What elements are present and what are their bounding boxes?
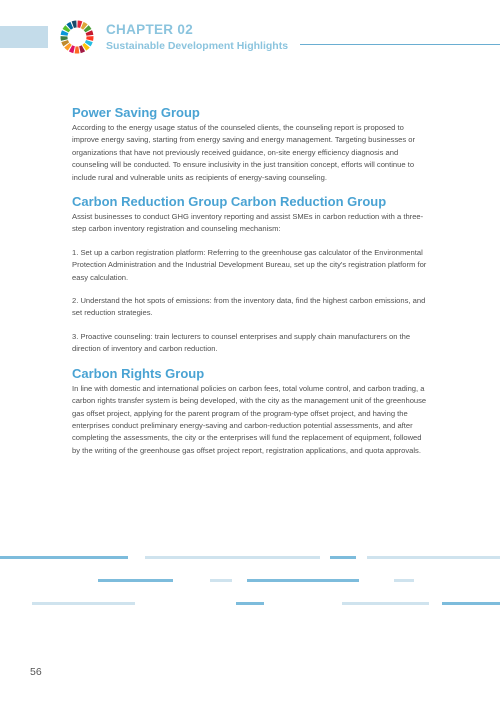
section-title: Carbon Reduction Group Carbon Reduction Group bbox=[72, 194, 387, 210]
stripe bbox=[98, 579, 173, 582]
section-carbon-reduction bbox=[72, 194, 430, 356]
stripe bbox=[342, 602, 429, 605]
list-item: 2. Understand the hot spots of emissions: from the inventory data, find the highest carbon emissions, and set reduction strategies. bbox=[72, 296, 426, 318]
stripe bbox=[442, 602, 500, 605]
logo-segment bbox=[61, 36, 68, 41]
logo-segment bbox=[86, 36, 93, 41]
stripe bbox=[210, 579, 232, 582]
header-accent-bar bbox=[0, 26, 48, 48]
stripe bbox=[247, 579, 359, 582]
chapter-subtitle: Sustainable Development Highlights bbox=[106, 40, 289, 52]
list-item: 3. Proactive counseling: train lecturers to counsel enterprises and supply chain manufacturers on the direction of inventory and carbon reduction. bbox=[72, 331, 411, 354]
chapter-label: CHAPTER 02 bbox=[106, 22, 194, 37]
stripe bbox=[0, 556, 128, 559]
page-number: 56 bbox=[30, 666, 42, 678]
paragraph: Assist businesses to conduct GHG inventory reporting and assist SMEs in carbon reduction with a three-step carbon inventory registration and counseling mechanism: bbox=[72, 212, 424, 234]
section-title: Power Saving Group bbox=[72, 105, 200, 120]
section-power-saving bbox=[72, 105, 430, 184]
main-content bbox=[72, 105, 430, 457]
header-rule bbox=[300, 44, 500, 45]
stripe bbox=[394, 579, 414, 582]
section-title: Carbon Rights Group bbox=[72, 365, 205, 381]
stripe bbox=[367, 556, 500, 559]
stripe bbox=[145, 556, 320, 559]
paragraph: In line with domestic and international policies on carbon fees, total volume control, and carbon trading, a carbon rights transfer system is being developed, with the city as the management unit of the greenhouse gas offset project, applying for the parent program of the program-type offset project, and having the enterprises conduct preliminary energy-saving and carbon-reduction potential assessments, and after completing the assessments, the city or the enterprises will fund the replacement of equipment, followed by the writing of the greenhouse gas offset project report, registration applications, and quota approvals. bbox=[72, 383, 427, 455]
section-carbon-rights bbox=[72, 366, 430, 457]
logo-segment bbox=[75, 46, 80, 53]
stripe bbox=[236, 602, 264, 605]
list-item: 1. Set up a carbon registration platform: Referring to the greenhouse gas calculator of the Environmental Protection Administration and the Industrial Development Bureau, set up the city's registration platform for easy calculation. bbox=[72, 247, 427, 282]
stripe bbox=[32, 602, 135, 605]
paragraph: According to the energy usage status of the counseled clients, the counseling report is proposed to improve energy saving, starting from energy saving and energy management. Targeting businesses or organizations that have not previously received guidance, on-site energy efficiency diagnosis and counseling will be conducted. To ensure inclusivity in the just transition concept, efforts will continue to include rural and vulnerable units as recipients of energy-saving counseling. bbox=[72, 123, 416, 182]
stripe bbox=[330, 556, 356, 559]
sdg-wheel-logo-icon bbox=[60, 20, 94, 54]
